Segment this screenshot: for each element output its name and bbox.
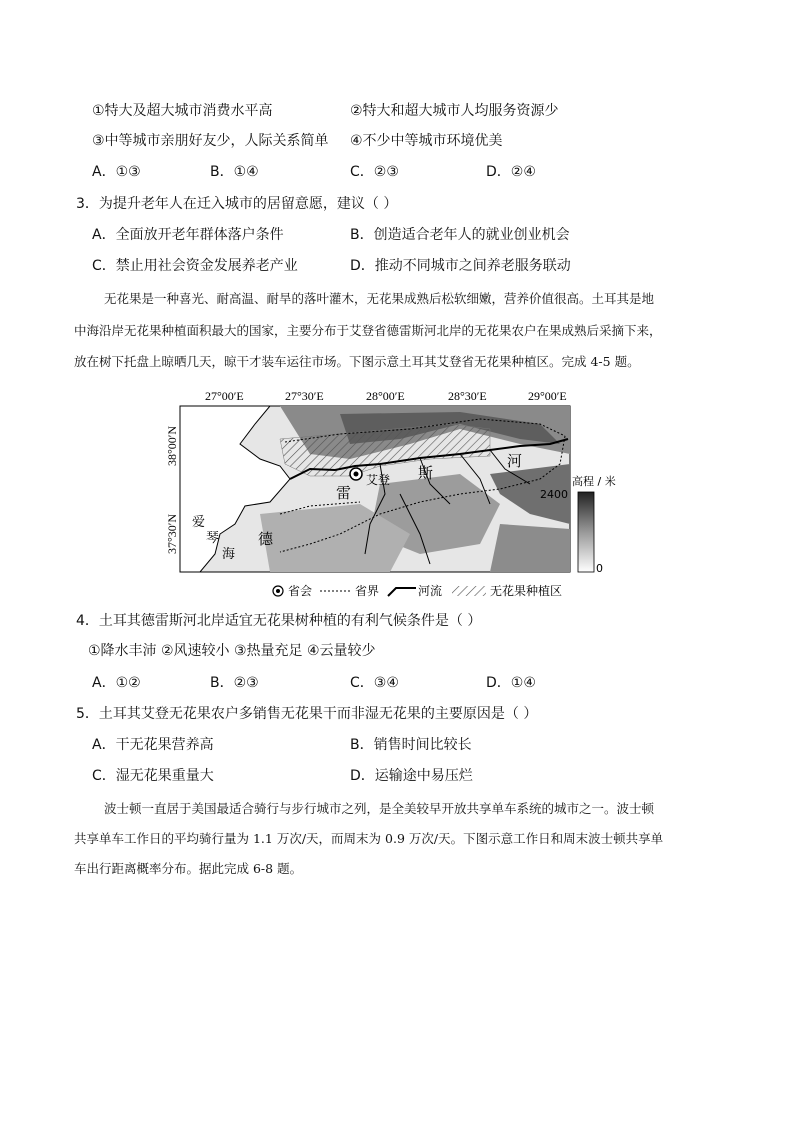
q4-choice-a: A．①② xyxy=(92,675,141,691)
lon-label-3: 28°00′E xyxy=(366,389,405,403)
q3-choice-b: B．创造适合老年人的就业创业机会 xyxy=(350,227,570,243)
q2-choice-a: A．①③ xyxy=(92,164,141,180)
q5-choice-c: C．湿无花果重量大 xyxy=(92,768,214,784)
lat-label-1: 38°00′N xyxy=(165,425,179,466)
passage1-line2: 中海沿岸无花果种植面积最大的国家，主要分布于艾登省德雷斯河北岸的无花果农户在果成熟后采摘下来， xyxy=(74,323,662,338)
passage1-line1: 无花果是一种喜光、耐高温、耐旱的落叶灌木，无花果成熟后松软细嫩，营养价值很高。土耳其是地 xyxy=(104,291,655,306)
legend-river-icon xyxy=(388,588,416,596)
river-char-3: 河 xyxy=(507,452,523,470)
legend-boundary: 省界 xyxy=(355,584,380,598)
q2-item-4: ④不少中等城市环境优美 xyxy=(350,133,503,149)
capital-dot xyxy=(354,472,359,477)
q4-choice-b: B．②③ xyxy=(210,675,259,691)
q3-stem: 3．为提升老年人在迁入城市的居留意愿，建议（ ） xyxy=(76,196,398,212)
q4-choice-d: D．①④ xyxy=(486,675,536,691)
map-legend xyxy=(273,583,562,598)
river-char-1: 雷 xyxy=(336,484,352,502)
q3-choice-a: A．全面放开老年群体落户条件 xyxy=(92,227,284,243)
elevation-title: 高程 / 米 xyxy=(572,475,616,488)
legend-fig-icon xyxy=(452,586,486,596)
elevation-min: 0 xyxy=(596,562,603,575)
lon-label-4: 28°30′E xyxy=(448,389,487,403)
city-label: 艾登 xyxy=(366,473,391,487)
passage2-line3: 车出行距离概率分布。据此完成 6-8 题。 xyxy=(74,861,303,876)
passage1-line3: 放在树下托盘上晾晒几天，晾干才装车运往市场。下图示意土耳其艾登省无花果种植区。完成 4-5 题。 xyxy=(74,354,640,369)
q3-choice-c: C．禁止用社会资金发展养老产业 xyxy=(92,258,298,274)
q2-choice-c: C．②③ xyxy=(350,164,399,180)
lat-label-2: 37°30′N xyxy=(165,513,179,554)
elevation-max: 2400 xyxy=(540,488,568,501)
q4-stem: 4．土耳其德雷斯河北岸适宜无花果树种植的有利气候条件是（ ） xyxy=(76,613,482,629)
q3-choice-d: D．推动不同城市之间养老服务联动 xyxy=(350,258,571,274)
legend-fig-area: 无花果种植区 xyxy=(490,584,563,598)
sea-char-3: 海 xyxy=(222,547,236,562)
aydin-map-figure xyxy=(160,384,616,602)
q2-choice-b: B．①④ xyxy=(210,164,259,180)
q5-choice-d: D．运输途中易压烂 xyxy=(350,768,473,784)
lon-label-2: 27°30′E xyxy=(285,389,324,403)
lon-label-5: 29°00′E xyxy=(528,389,567,403)
passage2-line2: 共享单车工作日的平均骑行量为 1.1 万次/天，而周末为 0.9 万次/天。下图示意工作日和周末波士顿共享单 xyxy=(74,831,664,846)
river-char-2: 斯 xyxy=(418,464,434,482)
q5-choice-a: A．干无花果营养高 xyxy=(92,737,214,753)
q4-items: ①降水丰沛 ②风速较小 ③热量充足 ④云量较少 xyxy=(88,643,376,659)
q5-choice-b: B．销售时间比较长 xyxy=(350,737,472,753)
sea-char-1: 爱 xyxy=(192,515,206,530)
q2-item-3: ③中等城市亲朋好友少，人际关系简单 xyxy=(92,133,329,149)
elevation-bar xyxy=(578,492,594,572)
legend-river: 河流 xyxy=(418,584,443,598)
passage2-line1: 波士顿一直居于美国最适合骑行与步行城市之列，是全美较早开放共享单车系统的城市之一。波士顿 xyxy=(104,801,655,816)
sea-char-2: 琴 xyxy=(206,531,220,546)
q5-stem: 5．土耳其艾登无花果农户多销售无花果干而非湿无花果的主要原因是（ ） xyxy=(76,706,538,722)
lon-label-1: 27°00′E xyxy=(205,389,244,403)
q2-item-2: ②特大和超大城市人均服务资源少 xyxy=(350,103,559,119)
legend-capital: 省会 xyxy=(288,584,313,598)
q4-choice-c: C．③④ xyxy=(350,675,399,691)
q2-item-1: ①特大及超大城市消费水平高 xyxy=(92,103,273,119)
q2-choice-d: D．②④ xyxy=(486,164,536,180)
map-svg xyxy=(160,384,616,602)
de-char: 德 xyxy=(258,530,274,548)
